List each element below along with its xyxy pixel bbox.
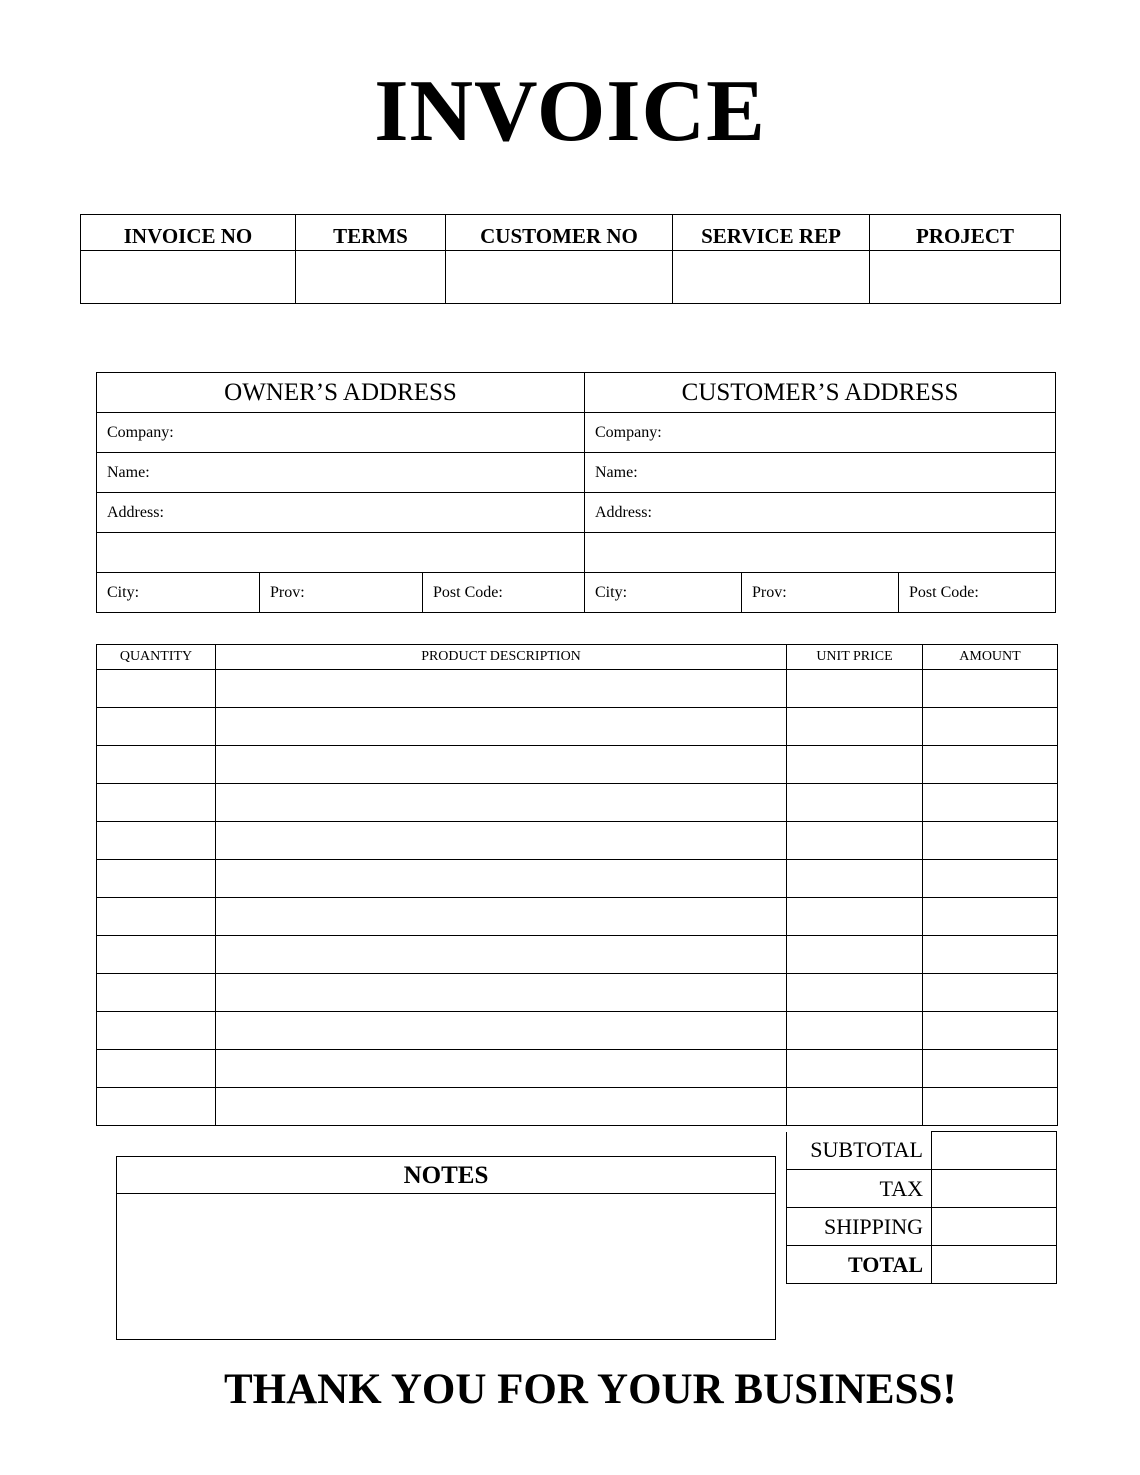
shipping-field[interactable] — [932, 1208, 1057, 1246]
customer-address-label: Address: — [595, 503, 652, 521]
customer-address-field[interactable] — [585, 493, 1056, 533]
amount-cell[interactable] — [923, 822, 1058, 860]
address-line2-row — [97, 533, 1056, 573]
address-heading-row — [97, 373, 1056, 413]
unit-price-cell[interactable] — [787, 936, 923, 974]
amount-cell[interactable] — [923, 1088, 1058, 1126]
description-cell[interactable] — [216, 1012, 787, 1050]
description-cell[interactable] — [216, 860, 787, 898]
customer-prov-label: Prov: — [752, 583, 787, 601]
customer-city-field[interactable] — [585, 573, 742, 613]
customer-postcode-label: Post Code: — [909, 583, 979, 601]
amount-header: AMOUNT — [923, 645, 1058, 670]
quantity-cell[interactable] — [97, 784, 216, 822]
owner-company-field[interactable] — [97, 413, 585, 453]
unit-price-cell[interactable] — [787, 1088, 923, 1126]
owner-city-label: City: — [107, 583, 140, 601]
quantity-header: QUANTITY — [97, 645, 216, 670]
owner-name-field[interactable] — [97, 453, 585, 493]
customer-address-heading: CUSTOMER’S ADDRESS — [585, 373, 1056, 413]
invoice-title: INVOICE — [374, 63, 766, 160]
quantity-cell[interactable] — [97, 1012, 216, 1050]
notes-field[interactable] — [117, 1194, 775, 1338]
owner-company-label: Company: — [107, 423, 174, 441]
amount-cell[interactable] — [923, 936, 1058, 974]
terms-field[interactable] — [296, 251, 446, 304]
description-cell[interactable] — [216, 784, 787, 822]
table-row — [97, 708, 1058, 746]
unit-price-cell[interactable] — [787, 860, 923, 898]
invoice-info-value-row — [81, 251, 1061, 304]
project-field[interactable] — [870, 251, 1061, 304]
unit-price-cell[interactable] — [787, 898, 923, 936]
description-cell[interactable] — [216, 822, 787, 860]
tax-label: TAX — [787, 1170, 932, 1208]
shipping-label: SHIPPING — [787, 1208, 932, 1246]
owner-address-field[interactable] — [97, 493, 585, 533]
city-row — [97, 573, 1056, 613]
quantity-cell[interactable] — [97, 1088, 216, 1126]
unit-price-cell[interactable] — [787, 822, 923, 860]
table-row — [97, 1012, 1058, 1050]
company-row — [97, 413, 1056, 453]
description-cell[interactable] — [216, 746, 787, 784]
shipping-row — [787, 1208, 1057, 1246]
amount-cell[interactable] — [923, 746, 1058, 784]
table-row — [97, 974, 1058, 1012]
tax-field[interactable] — [932, 1170, 1057, 1208]
owner-prov-field[interactable] — [260, 573, 423, 613]
line-items-table — [96, 644, 1058, 1126]
owner-address-heading: OWNER’S ADDRESS — [97, 373, 585, 413]
quantity-cell[interactable] — [97, 1050, 216, 1088]
thank-you-message: THANK YOU FOR YOUR BUSINESS! — [224, 1366, 957, 1413]
invoice-info-table — [80, 214, 1061, 304]
notes-box — [116, 1156, 776, 1340]
description-cell[interactable] — [216, 898, 787, 936]
customer-no-field[interactable] — [446, 251, 673, 304]
invoice-no-field[interactable] — [81, 251, 296, 304]
owner-address-label: Address: — [107, 503, 164, 521]
amount-cell[interactable] — [923, 1050, 1058, 1088]
name-row — [97, 453, 1056, 493]
description-cell[interactable] — [216, 708, 787, 746]
quantity-cell[interactable] — [97, 746, 216, 784]
description-cell[interactable] — [216, 670, 787, 708]
tax-row — [787, 1170, 1057, 1208]
unit-price-cell[interactable] — [787, 670, 923, 708]
quantity-cell[interactable] — [97, 822, 216, 860]
table-row — [97, 822, 1058, 860]
description-cell[interactable] — [216, 936, 787, 974]
address-table — [96, 372, 1056, 613]
invoice-no-header: INVOICE NO — [81, 215, 296, 251]
customer-name-label: Name: — [595, 463, 638, 481]
unit-price-cell[interactable] — [787, 708, 923, 746]
description-cell[interactable] — [216, 1088, 787, 1126]
service-rep-header: SERVICE REP — [673, 215, 870, 251]
unit-price-cell[interactable] — [787, 784, 923, 822]
invoice-info-header-row — [81, 215, 1061, 251]
customer-city-label: City: — [595, 583, 628, 601]
quantity-cell[interactable] — [97, 708, 216, 746]
unit-price-header: UNIT PRICE — [787, 645, 923, 670]
totals-table — [786, 1131, 1057, 1284]
owner-address-line2-field[interactable] — [97, 533, 585, 573]
terms-header: TERMS — [296, 215, 446, 251]
address-row — [97, 493, 1056, 533]
customer-company-field[interactable] — [585, 413, 1056, 453]
table-row — [97, 1050, 1058, 1088]
description-cell[interactable] — [216, 1050, 787, 1088]
owner-postcode-label: Post Code: — [433, 583, 503, 601]
amount-cell[interactable] — [923, 860, 1058, 898]
owner-prov-label: Prov: — [270, 583, 305, 601]
line-items-header-row — [97, 645, 1058, 670]
project-header: PROJECT — [870, 215, 1061, 251]
owner-postcode-field[interactable] — [423, 573, 585, 613]
table-row — [97, 784, 1058, 822]
table-row — [97, 860, 1058, 898]
total-row — [787, 1246, 1057, 1284]
notes-heading: NOTES — [117, 1157, 775, 1194]
table-row — [97, 1088, 1058, 1126]
subtotal-label: SUBTOTAL — [787, 1132, 932, 1170]
description-cell[interactable] — [216, 974, 787, 1012]
quantity-cell[interactable] — [97, 670, 216, 708]
amount-cell[interactable] — [923, 670, 1058, 708]
amount-cell[interactable] — [923, 898, 1058, 936]
quantity-cell[interactable] — [97, 898, 216, 936]
amount-cell[interactable] — [923, 784, 1058, 822]
amount-cell[interactable] — [923, 974, 1058, 1012]
customer-no-header: CUSTOMER NO — [446, 215, 673, 251]
owner-name-label: Name: — [107, 463, 150, 481]
amount-cell[interactable] — [923, 708, 1058, 746]
table-row — [97, 670, 1058, 708]
unit-price-cell[interactable] — [787, 1012, 923, 1050]
quantity-cell[interactable] — [97, 936, 216, 974]
product-description-header: PRODUCT DESCRIPTION — [216, 645, 787, 670]
table-row — [97, 936, 1058, 974]
table-row — [97, 898, 1058, 936]
unit-price-cell[interactable] — [787, 974, 923, 1012]
total-field[interactable] — [932, 1246, 1057, 1284]
quantity-cell[interactable] — [97, 974, 216, 1012]
owner-city-field[interactable] — [97, 573, 260, 613]
unit-price-cell[interactable] — [787, 1050, 923, 1088]
amount-cell[interactable] — [923, 1012, 1058, 1050]
customer-postcode-field[interactable] — [899, 573, 1056, 613]
quantity-cell[interactable] — [97, 860, 216, 898]
customer-address-line2-field[interactable] — [585, 533, 1056, 573]
customer-company-label: Company: — [595, 423, 662, 441]
customer-prov-field[interactable] — [742, 573, 899, 613]
subtotal-row — [787, 1132, 1057, 1170]
unit-price-cell[interactable] — [787, 746, 923, 784]
subtotal-field[interactable] — [932, 1132, 1057, 1170]
table-row — [97, 746, 1058, 784]
service-rep-field[interactable] — [673, 251, 870, 304]
total-label: TOTAL — [787, 1246, 932, 1284]
customer-name-field[interactable] — [585, 453, 1056, 493]
